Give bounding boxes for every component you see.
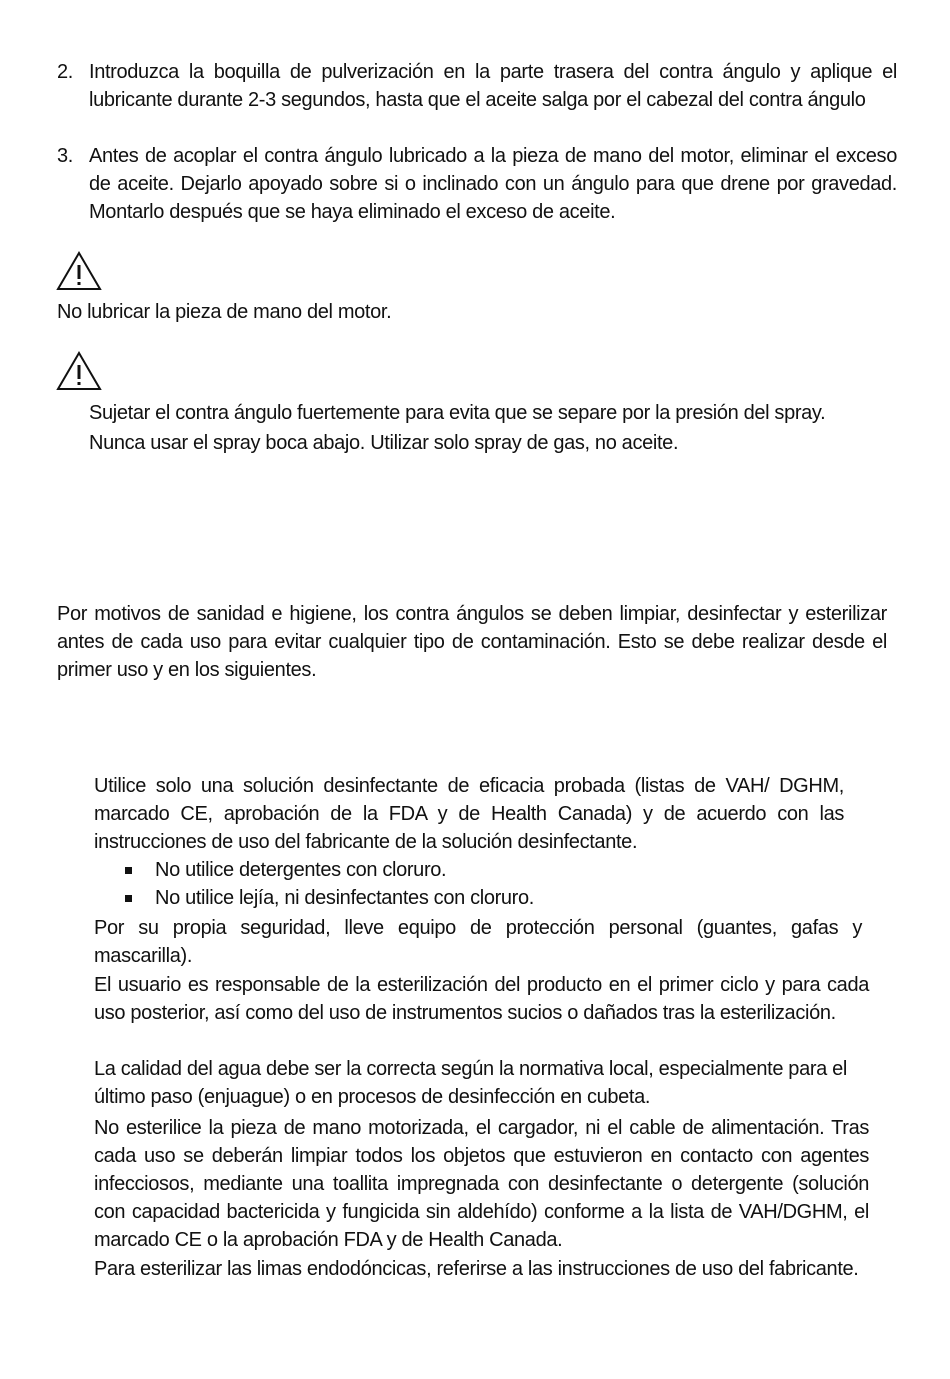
step-2 xyxy=(57,58,897,114)
step-3 xyxy=(57,142,897,226)
warning-triangle-icon xyxy=(56,351,102,391)
hygiene-paragraph: Por motivos de sanidad e higiene, los contra ángulos se deben limpiar, desinfectar y esterilizar antes de cada uso para evitar cualquier tipo de contaminación. Esto se debe realizar desde el primer uso y en los siguientes. xyxy=(57,603,887,681)
warning-text-line-1: Sujetar el contra ángulo fuertemente para evita que se separe por la presión del spray. xyxy=(89,402,826,424)
step-text: Antes de acoplar el contra ángulo lubricado a la pieza de mano del motor, eliminar el exceso de aceite. Dejarlo apoyado sobre si o inclinado con un ángulo para que drene por gravedad. Montarlo después que se haya eliminado el exceso de aceite. xyxy=(89,145,897,223)
cleaning-paragraph-motor: No esterilice la pieza de mano motorizada, el cargador, ni el cable de alimentación. Tras cada uso se deberán limpiar todos los objetos que estuvieron en contacto con agentes infecciosos, mediante una toallita impregnada con desinfectante o detergente (solución con capacidad bactericida y fungicida sin aldehído) conforme a la lista de VAH/DGHM, el marcado CE o la aprobación FDA y de Health Canada. xyxy=(94,1117,869,1251)
cleaning-paragraph-files: Para esterilizar las limas endodóncicas, referirse a las instrucciones de uso del fabricante. xyxy=(94,1258,859,1280)
cleaning-paragraph-ppe: Por su propia seguridad, lleve equipo de protección personal (guantes, gafas y mascarilla). xyxy=(94,917,862,967)
cleaning-paragraph-water: La calidad del agua debe ser la correcta según la normativa local, especialmente para el último paso (enjuague) o en procesos de desinfección en cubeta. xyxy=(94,1058,848,1108)
bullet-item xyxy=(125,856,446,884)
warning-triangle-icon xyxy=(56,251,102,291)
bullet-square-icon xyxy=(125,895,132,902)
warning-text-line-2: Nunca usar el spray boca abajo. Utilizar solo spray de gas, no aceite. xyxy=(89,432,679,454)
step-number: 2. xyxy=(57,61,73,83)
step-text: Introduzca la boquilla de pulverización en la parte trasera del contra ángulo y aplique el lubricante durante 2-3 segundos, hasta que el aceite salga por el cabezal del contra ángulo xyxy=(89,61,897,111)
bullet-square-icon xyxy=(125,867,132,874)
bullet-item xyxy=(125,884,534,912)
bullet-text: No utilice lejía, ni desinfectantes con cloruro. xyxy=(155,887,534,909)
warning-text: No lubricar la pieza de mano del motor. xyxy=(57,301,392,323)
cleaning-intro: Utilice solo una solución desinfectante de eficacia probada (listas de VAH/ DGHM, marcado CE, aprobación de la FDA y de Health Canada) y de acuerdo con las instrucciones de uso del fabricante de la solución desinfectante. xyxy=(94,775,844,853)
cleaning-paragraph-responsibility: El usuario es responsable de la esterilización del producto en el primer ciclo y para cada uso posterior, así como del uso de instrumentos sucios o dañados tras la esterilización. xyxy=(94,974,869,1024)
step-number: 3. xyxy=(57,145,73,167)
bullet-text: No utilice detergentes con cloruro. xyxy=(155,859,447,881)
